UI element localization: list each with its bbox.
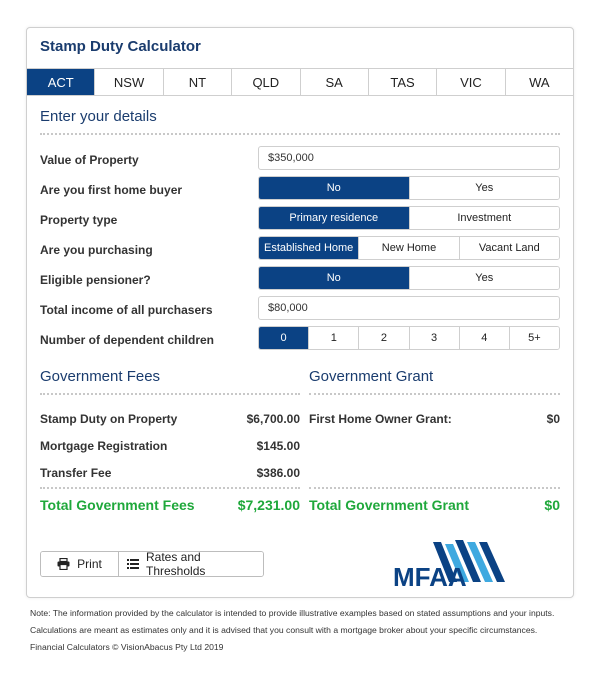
print-button[interactable] (41, 552, 118, 576)
tab-vic[interactable]: VIC (437, 69, 505, 95)
value-of-property-input[interactable]: $350,000 (258, 146, 560, 170)
calculator-card (26, 27, 574, 598)
dependent-children-selector (258, 326, 560, 350)
details-divider (40, 133, 560, 135)
first-home-owner-grant-value: $0 (546, 412, 560, 426)
dependent-children-4[interactable]: 4 (460, 327, 510, 349)
stamp-duty-label: Stamp Duty on Property (40, 412, 178, 426)
details-heading: Enter your details (40, 108, 157, 125)
total-government-grant-value: $0 (544, 497, 560, 513)
purchasing-vacant-land[interactable]: Vacant Land (460, 237, 559, 259)
tab-wa[interactable]: WA (506, 69, 573, 95)
tab-act[interactable]: ACT (27, 69, 95, 95)
total-government-fees-label: Total Government Fees (40, 497, 195, 513)
print-button-label: Print (77, 557, 102, 571)
state-tabs (27, 68, 573, 96)
first-home-buyer-no[interactable]: No (259, 177, 410, 199)
first-home-buyer-yes[interactable]: Yes (410, 177, 560, 199)
total-government-grant-label: Total Government Grant (309, 497, 469, 513)
first-home-owner-grant-label: First Home Owner Grant: (309, 412, 452, 426)
property-type-primary-residence[interactable]: Primary residence (259, 207, 410, 229)
calculator-title: Stamp Duty Calculator (40, 38, 201, 55)
footer-note: Note: The information provided by the calculator is intended to provide illustrative examples based on stated assumptions and your inputs. Calculations are meant as estimates only and it is advised that you consult with a mortgage broker about your specific circumstances. Financial Calculators © VisionAbacus Pty Ltd 2019 (30, 608, 555, 652)
government-grant-total-divider (309, 487, 560, 489)
transfer-fee-label: Transfer Fee (40, 466, 112, 480)
dependent-children-0[interactable]: 0 (259, 327, 309, 349)
government-fees-heading: Government Fees (40, 368, 161, 385)
total-income-label: Total income of all purchasers (40, 303, 213, 317)
property-type-label: Property type (40, 213, 118, 227)
eligible-pensioner-label: Eligible pensioner? (40, 273, 151, 287)
stamp-duty-value: $6,700.00 (246, 412, 300, 426)
mortgage-registration-value: $145.00 (256, 439, 300, 453)
eligible-pensioner-no[interactable]: No (259, 267, 410, 289)
mortgage-registration-label: Mortgage Registration (40, 439, 168, 453)
purchasing-new-home[interactable]: New Home (359, 237, 459, 259)
total-income-input[interactable]: $80,000 (258, 296, 560, 320)
government-grant-divider (309, 393, 560, 395)
tab-nt[interactable]: NT (164, 69, 232, 95)
transfer-fee-value: $386.00 (256, 466, 300, 480)
tab-sa[interactable]: SA (301, 69, 369, 95)
mfaa-logo-text: MFAA (393, 562, 467, 590)
eligible-pensioner-toggle (258, 266, 560, 290)
tab-tas[interactable]: TAS (369, 69, 437, 95)
property-type-toggle (258, 206, 560, 230)
dependent-children-5-plus[interactable]: 5+ (510, 327, 559, 349)
dependent-children-label: Number of dependent children (40, 333, 215, 347)
purchasing-toggle (258, 236, 560, 260)
government-fees-total-divider (40, 487, 300, 489)
property-type-investment[interactable]: Investment (410, 207, 560, 229)
government-grant-heading: Government Grant (309, 368, 434, 385)
eligible-pensioner-yes[interactable]: Yes (410, 267, 560, 289)
government-fees-divider (40, 393, 300, 395)
mfaa-logo (393, 538, 511, 590)
purchasing-established-home[interactable]: Established Home (259, 237, 359, 259)
first-home-buyer-label: Are you first home buyer (40, 183, 183, 197)
dependent-children-1[interactable]: 1 (309, 327, 359, 349)
rates-and-thresholds-button[interactable] (118, 552, 263, 576)
tab-qld[interactable]: QLD (232, 69, 300, 95)
tab-nsw[interactable]: NSW (95, 69, 163, 95)
total-government-fees-value: $7,231.00 (237, 497, 300, 513)
printer-icon (57, 558, 70, 570)
purchasing-label: Are you purchasing (40, 243, 153, 257)
dependent-children-2[interactable]: 2 (359, 327, 409, 349)
dependent-children-3[interactable]: 3 (410, 327, 460, 349)
value-of-property-label: Value of Property (40, 153, 139, 167)
list-icon (127, 559, 139, 569)
action-buttons (40, 551, 264, 577)
rates-and-thresholds-label: Rates and Thresholds (146, 551, 206, 577)
first-home-buyer-toggle (258, 176, 560, 200)
